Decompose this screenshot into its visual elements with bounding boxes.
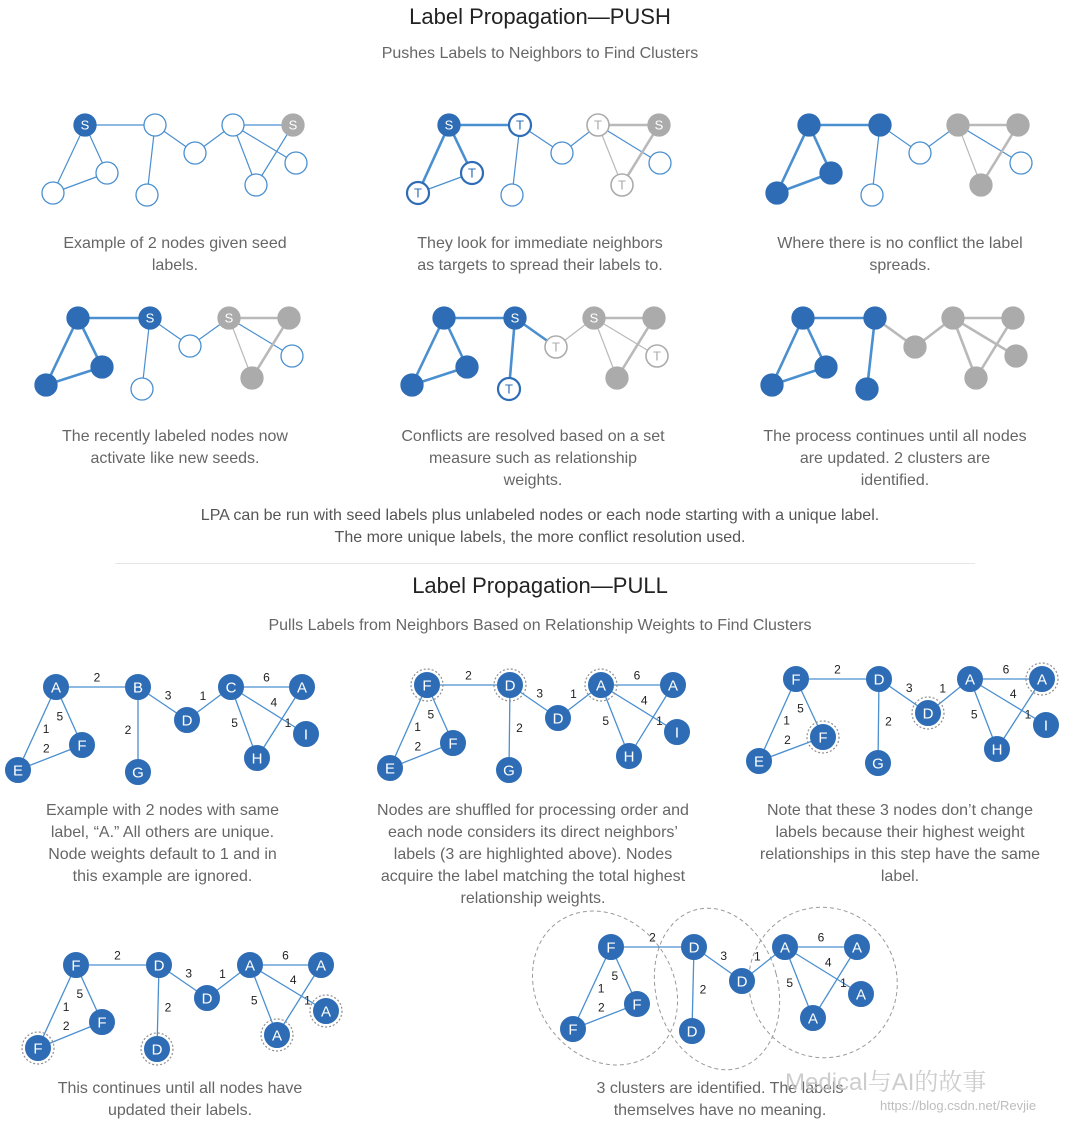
pull-caption-4: This continues until all nodes have updated their labels.	[57, 1080, 303, 1119]
pull5-node-label-6: A	[779, 939, 791, 957]
push6-node-0	[792, 307, 814, 329]
pull3-weight-3: 2	[784, 732, 791, 747]
push-caption-2: They look for immediate neighbors as targets to spread their labels to.	[417, 235, 663, 274]
push1-node-label-7: S	[288, 117, 298, 133]
push4-node-7	[278, 307, 300, 329]
pull2-weight-0: 2	[465, 668, 472, 683]
pull1-weight-5: 3	[164, 688, 172, 703]
push2-node-label-3: T	[468, 165, 476, 181]
push5-node-label-1: S	[510, 310, 520, 326]
pull5-node-label-5: D	[736, 973, 748, 991]
push2-node-label-7: S	[654, 117, 664, 133]
pull5-node-label-4: D	[686, 1023, 698, 1041]
pull1-node-label-2: E	[12, 762, 24, 780]
pull2-weight-6: 1	[570, 686, 577, 701]
pull4-weight-0: 2	[114, 948, 121, 963]
pull3-node-label-6: A	[964, 671, 976, 689]
pull3-node-label-2: E	[753, 753, 765, 771]
push3-node-0	[798, 114, 820, 136]
push2-node-label-6: T	[594, 117, 602, 133]
pull4-node-label-5: D	[201, 990, 213, 1008]
push4-node-label-1: S	[145, 310, 155, 326]
push-caption-6: The process continues until all nodes are updated. 2 clusters are identified.	[763, 428, 1027, 489]
push5-node-label-6: S	[589, 310, 599, 326]
pull2-node-label-2: E	[384, 760, 396, 778]
pull5-weight-3: 2	[598, 1000, 605, 1015]
pull4-weight-9: 4	[289, 972, 297, 987]
push6-node-8	[965, 367, 987, 389]
pull2-node-label-8: H	[623, 748, 635, 766]
pull1-weight-2: 5	[56, 709, 64, 724]
pull3-node-label-1: D	[873, 671, 885, 689]
push2-node-9	[649, 152, 671, 174]
push5-node-label-4: T	[505, 381, 513, 397]
pull5-cluster-0	[503, 883, 707, 1094]
pull2-weight-3: 2	[414, 739, 422, 754]
pull4-weight-4: 2	[164, 1000, 172, 1015]
pull5-node-label-8: A	[807, 1010, 819, 1028]
section-divider	[115, 563, 975, 564]
push-title: Label Propagation—PUSH	[409, 4, 671, 29]
pull2-node-label-1: D	[504, 677, 516, 695]
push1-node-8	[245, 174, 267, 196]
pull3-weight-10: 1	[1024, 707, 1032, 722]
push3-node-2	[766, 182, 788, 204]
pull1-weight-4: 2	[124, 722, 132, 737]
pull3-node-label-0: F	[791, 671, 801, 689]
push3-node-4	[861, 184, 883, 206]
pull5-weight-2: 5	[611, 968, 619, 983]
push2-node-label-1: T	[516, 117, 524, 133]
pull1-weight-3: 2	[43, 741, 50, 756]
pull3-node-label-7: A	[1036, 671, 1048, 689]
pull2-node-label-0: F	[422, 677, 432, 695]
pull1-weight-0: 2	[93, 670, 101, 685]
push5-node-3	[456, 356, 478, 378]
pull5-weight-6: 1	[753, 949, 761, 964]
pull1-node-label-7: A	[296, 679, 308, 697]
pull3-weight-8: 5	[970, 707, 978, 722]
pull4-node-label-8: A	[271, 1027, 283, 1045]
pull1-node-label-1: B	[132, 679, 144, 697]
pull1-node-label-4: G	[132, 764, 144, 782]
pull-caption-2: Nodes are shuffled for processing order and each node considers its direct neighbors’ labels (3 are highlighted above). Nodes acquire the label matching the total highest relationship weights.	[377, 802, 689, 907]
push4-node-4	[131, 378, 153, 400]
pull3-weight-6: 1	[939, 681, 947, 696]
watermark-url: https://blog.csdn.net/Revjie	[880, 1098, 1037, 1113]
pull5-node-label-0: F	[606, 939, 616, 957]
push6-node-6	[942, 307, 964, 329]
pull3-node-label-5: D	[922, 705, 934, 723]
pull4-node-label-3: F	[97, 1014, 107, 1032]
pull5-weight-5: 3	[720, 949, 728, 964]
pull4-weight-5: 3	[185, 966, 193, 981]
pull2-weight-8: 5	[602, 713, 610, 728]
pull2-weight-2: 5	[427, 707, 435, 722]
push6-node-4	[856, 378, 878, 400]
push6-node-3	[815, 356, 837, 378]
pull4-weight-3: 2	[62, 1019, 70, 1034]
push4-node-9	[281, 345, 303, 367]
push4-node-0	[67, 307, 89, 329]
pull1-node-label-0: A	[50, 679, 62, 697]
pull5-node-label-9: A	[855, 986, 867, 1004]
push5-node-2	[401, 374, 423, 396]
pull3-node-label-3: F	[818, 729, 828, 747]
push2-node-label-8: T	[618, 177, 626, 193]
pull5-weight-0: 2	[649, 930, 656, 945]
pull4-weight-6: 1	[219, 966, 226, 981]
push6-node-7	[1002, 307, 1024, 329]
push5-node-0	[433, 307, 455, 329]
pull4-weight-2: 5	[76, 986, 84, 1001]
pull3-weight-4: 2	[885, 714, 892, 729]
push3-node-1	[869, 114, 891, 136]
pull4-node-label-7: A	[315, 957, 327, 975]
push6-node-9	[1005, 345, 1027, 367]
pull3-weight-0: 2	[834, 662, 841, 677]
pull5-node-label-3: F	[632, 996, 642, 1014]
pull-caption-5: 3 clusters are identified. The labels themselves have no meaning.	[596, 1080, 844, 1119]
push4-node-label-6: S	[224, 310, 234, 326]
pull3-node-label-4: G	[872, 755, 884, 773]
pull4-node-label-9: A	[320, 1003, 332, 1021]
push-caption-3: Where there is no conflict the label spreads.	[777, 235, 1023, 274]
pull3-node-label-8: H	[991, 741, 1003, 759]
push1-node-3	[96, 162, 118, 184]
push4-node-8	[241, 367, 263, 389]
pull5-weight-1: 1	[597, 981, 605, 996]
push5-node-7	[643, 307, 665, 329]
pull5-weight-10: 1	[840, 975, 847, 990]
push1-node-1	[144, 114, 166, 136]
pull3-weight-2: 5	[797, 701, 804, 716]
pull-title: Label Propagation—PULL	[412, 573, 668, 598]
push3-node-5	[909, 142, 931, 164]
push1-node-5	[184, 142, 206, 164]
push2-node-4	[501, 184, 523, 206]
pull3-weight-1: 1	[783, 713, 790, 728]
push1-node-label-0: S	[80, 117, 90, 133]
push3-node-7	[1007, 114, 1029, 136]
pull-subtitle: Pulls Labels from Neighbors Based on Relationship Weights to Find Clusters	[268, 617, 812, 634]
pull4-weight-1: 1	[62, 999, 70, 1014]
pull1-weight-9: 4	[270, 695, 278, 710]
push-caption-1: Example of 2 nodes given seed labels.	[63, 235, 287, 274]
push1-node-9	[285, 152, 307, 174]
pull4-weight-10: 1	[304, 993, 311, 1008]
pull3-node-label-9: I	[1043, 717, 1049, 735]
pull2-weight-9: 4	[640, 693, 648, 708]
pull4-node-label-6: A	[244, 957, 256, 975]
pull-caption-1: Example with 2 nodes with same label, “A.” All others are unique. Node weights default to 1 and in this example are ignored.	[46, 802, 279, 885]
pull-caption-3: Note that these 3 nodes don’t change labels because their highest weight relationships in this step have the same label.	[759, 802, 1041, 885]
pull5-weight-4: 2	[699, 982, 707, 997]
pull2-node-label-3: F	[448, 735, 458, 753]
pull5-node-label-7: A	[851, 939, 863, 957]
pull2-node-label-5: D	[552, 710, 564, 728]
pull1-node-label-8: H	[251, 750, 263, 768]
push3-node-8	[970, 174, 992, 196]
push4-node-5	[179, 335, 201, 357]
pull2-weight-5: 3	[536, 686, 544, 701]
push2-node-label-2: T	[414, 185, 422, 201]
pull1-weight-8: 5	[231, 715, 238, 730]
push6-node-2	[761, 374, 783, 396]
pull4-weight-7: 6	[282, 948, 289, 963]
push1-node-2	[42, 182, 64, 204]
pull5-weight-9: 4	[824, 955, 832, 970]
pull2-weight-4: 2	[516, 720, 523, 735]
push6-node-1	[864, 307, 886, 329]
pull2-node-label-7: A	[667, 677, 679, 695]
push-caption-4: The recently labeled nodes now activate like new seeds.	[62, 428, 288, 467]
pull1-node-label-5: D	[181, 712, 193, 730]
pull1-weight-1: 1	[42, 721, 50, 736]
push5-node-label-9: T	[653, 348, 661, 364]
push3-node-6	[947, 114, 969, 136]
push-subtitle: Pushes Labels to Neighbors to Find Clusters	[381, 45, 699, 62]
push5-node-label-5: T	[552, 339, 560, 355]
pull1-node-label-3: F	[77, 737, 87, 755]
pull5-cluster-1	[637, 894, 797, 1084]
pull2-weight-1: 1	[414, 719, 421, 734]
pull3-weight-9: 4	[1009, 686, 1017, 701]
pull2-node-label-6: A	[595, 677, 607, 695]
pull2-weight-10: 1	[656, 713, 663, 728]
pull5-weight-7: 6	[817, 930, 825, 945]
pull4-weight-8: 5	[250, 993, 258, 1008]
push4-node-3	[91, 356, 113, 378]
pull5-weight-8: 5	[786, 975, 794, 990]
push1-node-4	[136, 184, 158, 206]
pull2-weight-7: 6	[633, 668, 641, 683]
push1-node-6	[222, 114, 244, 136]
pull1-weight-7: 6	[263, 670, 270, 685]
push5-node-8	[606, 367, 628, 389]
pull1-weight-6: 1	[199, 688, 207, 703]
pull2-node-label-4: G	[503, 762, 515, 780]
pull4-node-label-0: F	[71, 957, 81, 975]
pull5-node-label-2: F	[568, 1021, 578, 1039]
push-caption-5: Conflicts are resolved based on a set measure such as relationship weights.	[401, 428, 665, 489]
pull1-node-label-9: I	[303, 726, 309, 744]
push4-node-2	[35, 374, 57, 396]
pull1-weight-10: 1	[284, 715, 292, 730]
push3-node-9	[1010, 152, 1032, 174]
pull1-node-label-6: C	[225, 679, 237, 697]
lpa-note: LPA can be run with seed labels plus unlabeled nodes or each node starting with a unique label. The more unique labels, the more conflict resolution used.	[200, 507, 880, 546]
push2-node-label-0: S	[444, 117, 454, 133]
pull3-weight-7: 6	[1002, 662, 1010, 677]
pull5-node-label-1: D	[688, 939, 700, 957]
push2-node-5	[551, 142, 573, 164]
push6-node-5	[904, 336, 926, 358]
pull2-node-label-9: I	[674, 724, 680, 742]
pull4-node-label-2: F	[33, 1040, 43, 1058]
pull4-node-label-4: D	[151, 1041, 163, 1059]
push3-node-3	[820, 162, 842, 184]
watermark-text: Medical与AI的故事	[785, 1069, 987, 1096]
pull4-node-label-1: D	[153, 957, 165, 975]
pull3-weight-5: 3	[905, 681, 913, 696]
